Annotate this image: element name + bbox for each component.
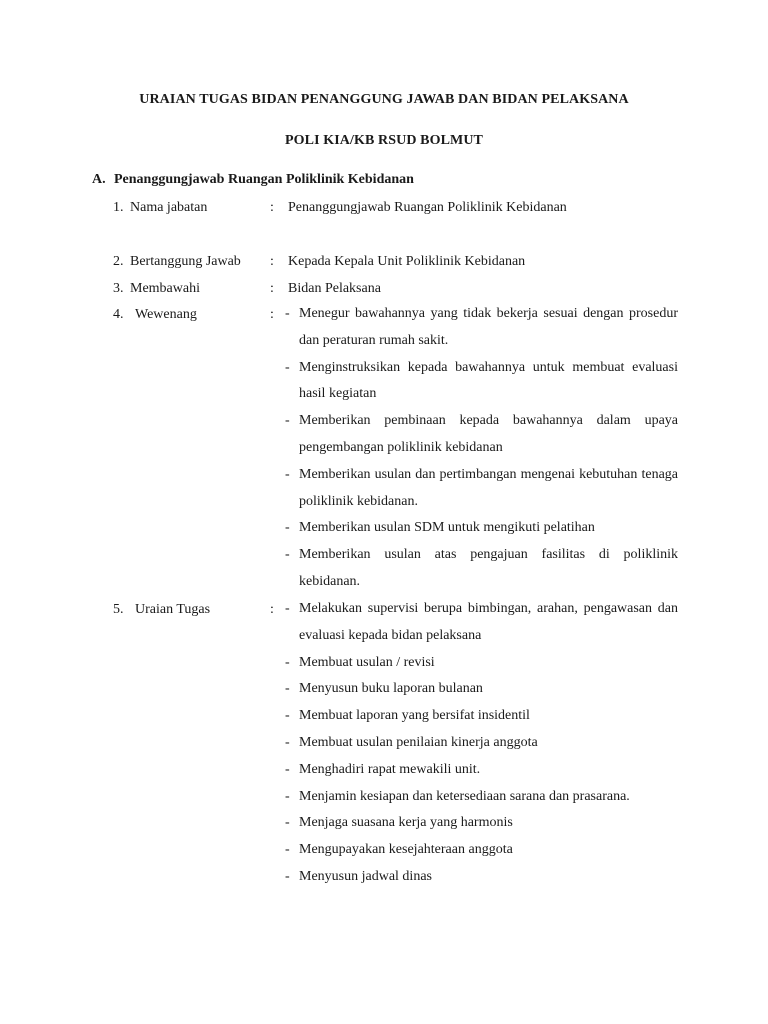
list-item-text: Menjamin kesiapan dan ketersediaan sarana dan prasarana. — [299, 788, 630, 804]
list-item — [285, 864, 678, 891]
list-item — [285, 757, 678, 784]
list-item — [285, 408, 678, 462]
list-item-text: Memberikan pembinaan kepada bawahannya dalam upaya pengembangan poliklinik kebidanan — [299, 413, 678, 455]
list-item-text: Memberikan usulan atas pengajuan fasilitas di poliklinik kebidanan. — [299, 547, 678, 589]
field-label: Uraian Tugas — [135, 602, 211, 617]
bullet-dash: - — [285, 547, 290, 563]
bullet-dash: - — [285, 601, 290, 616]
list-item-text: Memberikan usulan dan pertimbangan mengenai kebutuhan tenaga poliklinik kebidanan. — [299, 466, 678, 509]
section-title: Penanggungjawab Ruangan Poliklinik Kebidanan — [114, 172, 414, 187]
list-item-text: Mengupayakan kesejahteraan anggota — [299, 842, 513, 858]
bullet-dash: - — [285, 788, 290, 804]
field-label: Bertanggung Jawab — [130, 254, 241, 269]
field-number: 2. — [113, 254, 124, 269]
field-bertanggung-jawab — [113, 254, 678, 274]
field-membawahi — [113, 281, 678, 301]
field-colon: : — [270, 307, 274, 322]
bullet-dash: - — [285, 359, 290, 375]
list-item — [285, 542, 678, 596]
list-item-text: Melakukan supervisi berupa bimbingan, arahan, pengawasan dan evaluasi kepada bidan pelaksana — [299, 601, 678, 643]
list-item-text: Menginstruksikan kepada bawahannya untuk membuat evaluasi hasil kegiatan — [299, 359, 678, 402]
list-item-text: Menyusun buku laporan bulanan — [299, 681, 483, 697]
section-heading — [92, 172, 414, 188]
field-nama-jabatan — [113, 200, 678, 220]
list-item — [285, 650, 678, 677]
list-item-text: Menegur bawahannya yang tidak bekerja sesuai dengan prosedur dan peraturan rumah sakit. — [299, 306, 678, 348]
field-colon: : — [270, 602, 274, 617]
list-item — [285, 301, 678, 355]
list-item — [285, 355, 678, 409]
field-colon: : — [270, 254, 274, 269]
field-number: 5. — [113, 602, 124, 617]
field-value: Bidan Pelaksana — [288, 281, 381, 296]
field-colon: : — [270, 200, 274, 215]
bullet-dash: - — [285, 815, 290, 831]
list-item-text: Membuat usulan penilaian kinerja anggota — [299, 734, 538, 750]
bullet-dash: - — [285, 708, 290, 724]
list-item — [285, 810, 678, 837]
bullet-dash: - — [285, 868, 290, 884]
bullet-dash: - — [285, 761, 290, 777]
list-item — [285, 676, 678, 703]
field-value: Penanggungjawab Ruangan Poliklinik Kebidanan — [288, 200, 567, 215]
bullet-dash: - — [285, 681, 290, 697]
field-number: 1. — [113, 200, 124, 215]
list-item-text: Menyusun jadwal dinas — [299, 868, 432, 884]
list-item-text: Membuat laporan yang bersifat insidentil — [299, 708, 530, 724]
field-label: Wewenang — [135, 307, 197, 322]
field-number: 4. — [113, 307, 124, 322]
section-letter: A. — [92, 172, 106, 187]
document-subtitle: POLI KIA/KB RSUD BOLMUT — [285, 133, 483, 148]
field-number: 3. — [113, 281, 124, 296]
list-item — [285, 703, 678, 730]
uraian-tugas-list — [285, 596, 678, 891]
list-item — [285, 837, 678, 864]
list-item-text: Membuat usulan / revisi — [299, 654, 435, 670]
bullet-dash: - — [285, 842, 290, 858]
bullet-dash: - — [285, 520, 290, 536]
list-item-text: Memberikan usulan SDM untuk mengikuti pelatihan — [299, 520, 595, 536]
list-item-text: Menghadiri rapat mewakili unit. — [299, 761, 481, 777]
list-item — [285, 515, 678, 542]
field-colon: : — [270, 281, 274, 296]
list-item-text: Menjaga suasana kerja yang harmonis — [299, 815, 513, 831]
field-label: Nama jabatan — [130, 200, 208, 215]
bullet-dash: - — [285, 654, 290, 670]
bullet-dash: - — [285, 466, 290, 482]
bullet-dash: - — [285, 734, 290, 750]
wewenang-list — [285, 301, 678, 596]
list-item — [285, 784, 678, 811]
field-label: Membawahi — [130, 281, 200, 296]
document-title: URAIAN TUGAS BIDAN PENANGGUNG JAWAB DAN BIDAN PELAKSANA — [139, 92, 629, 107]
bullet-dash: - — [285, 413, 290, 429]
bullet-dash: - — [285, 306, 290, 321]
field-value: Kepada Kepala Unit Poliklinik Kebidanan — [288, 254, 526, 269]
list-item — [285, 462, 678, 516]
list-item — [285, 730, 678, 757]
list-item — [285, 596, 678, 650]
